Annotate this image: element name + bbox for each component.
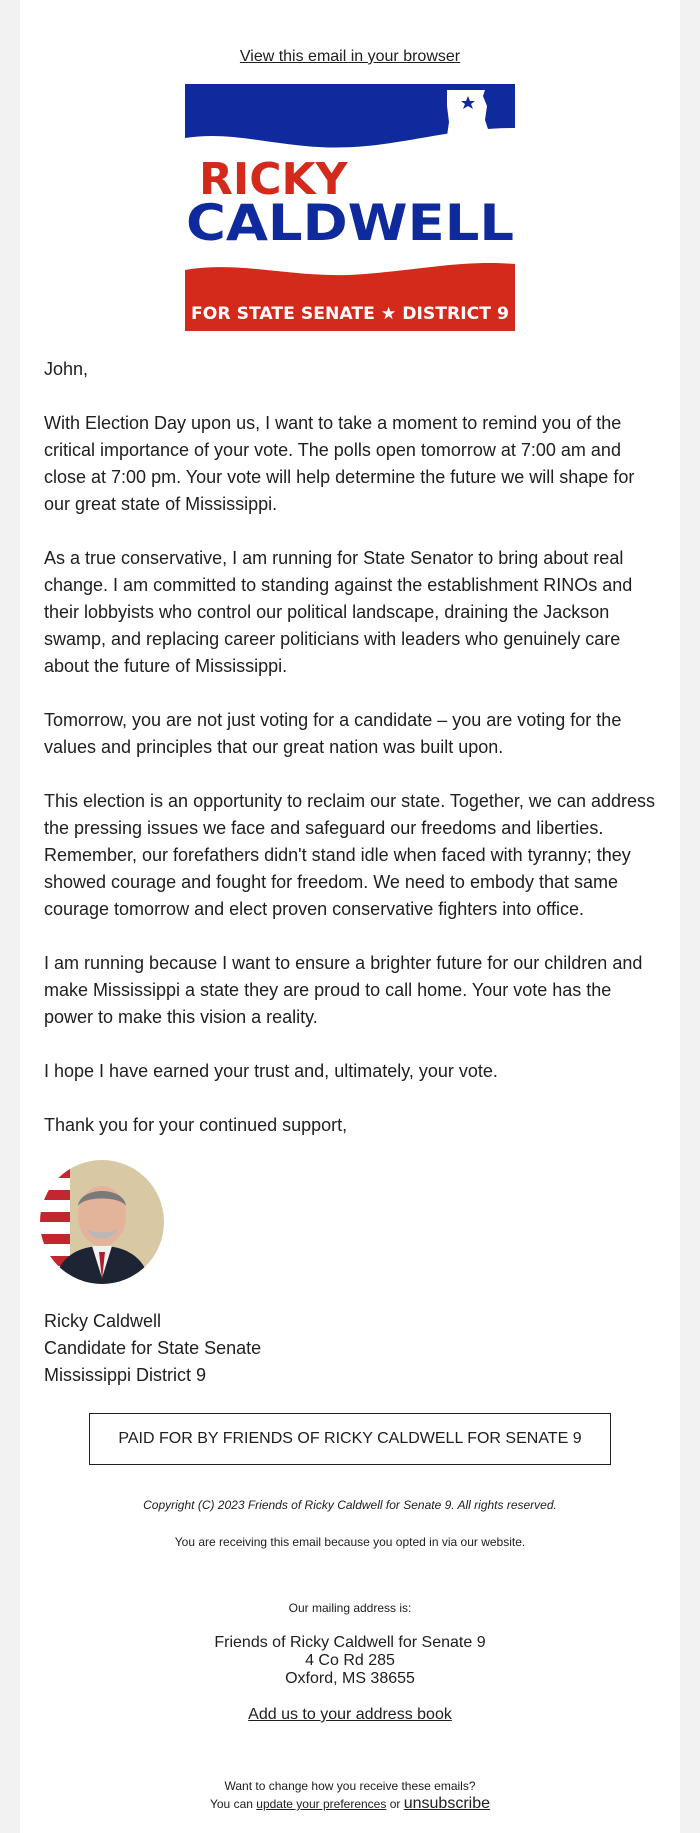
or-text: or [389,1797,401,1811]
you-can-text: You can [209,1797,253,1811]
opt-in-notice: You are receiving this email because you opted in via our website. [174,1535,526,1549]
letter-paragraph: As a true conservative, I am running for State Senator to bring about real change. I am committed to standing against the establishment RINOs and their lobbyists who control our political landscape, draining the Jackson swamp, and replacing career politicians with leaders who genuinely care about the future of Mississippi. [44,548,633,676]
logo-tagline: FOR STATE SENATE ★ DISTRICT 9 [191,304,509,324]
closing-line: Thank you for your continued support, [44,1115,348,1135]
signature-name: Ricky Caldwell [44,1311,162,1331]
preferences-line [20,1795,680,1813]
letter-paragraph: This election is an opportunity to reclaim our state. Together, we can address the pressing issues we face and safeguard our freedoms and liberties. Remember, our forefathers didn't stand idle when faced with tyranny; they showed courage and fought for freedom. We need to embody that same courage tomorrow and elect proven conservative fighters into office. [44,791,655,919]
unsubscribe-link[interactable]: unsubscribe [403,1795,490,1812]
signature-district: Mississippi District 9 [44,1365,207,1385]
signature-title: Candidate for State Senate [44,1338,262,1358]
letter-body [44,356,656,1166]
view-in-browser-link[interactable]: View this email in your browser [239,48,461,65]
letter-paragraph: I am running because I want to ensure a brighter future for our children and make Mississippi a state they are proud to call home. Your vote has the power to make this vision a reality. [44,953,643,1027]
candidate-photo [40,1160,164,1284]
logo-last-name: CALDWELL [186,194,514,252]
address-line: Friends of Ricky Caldwell for Senate 9 [214,1634,486,1651]
update-preferences-link[interactable]: update your preferences [256,1797,387,1811]
logo-first-name: RICKY [199,154,348,205]
add-to-address-book-link[interactable]: Add us to your address book [248,1706,452,1723]
address-line: Oxford, MS 38655 [285,1670,415,1687]
change-preferences-text: Want to change how you receive these emails? [224,1779,476,1793]
mailing-address-label: Our mailing address is: [288,1601,412,1615]
copyright-text: Copyright (C) 2023 Friends of Ricky Caldwell for Senate 9. All rights reserved. [143,1498,557,1512]
letter-paragraph: With Election Day upon us, I want to take a moment to remind you of the critical importance of your vote. The polls open tomorrow at 7:00 am and close at 7:00 pm. Your vote will help determine the future we will shape for our great state of Mississippi. [44,413,635,514]
mailing-address [20,1634,680,1688]
letter-paragraph: Tomorrow, you are not just voting for a candidate – you are voting for the values and principles that our great nation was built upon. [44,710,622,757]
campaign-logo [185,84,515,331]
letter-paragraph: I hope I have earned your trust and, ultimately, your vote. [44,1061,498,1081]
address-line: 4 Co Rd 285 [305,1652,395,1669]
greeting: John, [44,359,89,379]
email-container [20,0,680,1833]
signature-block [44,1308,444,1389]
paid-for-disclaimer: PAID FOR BY FRIENDS OF RICKY CALDWELL FOR SENATE 9 [89,1413,611,1465]
